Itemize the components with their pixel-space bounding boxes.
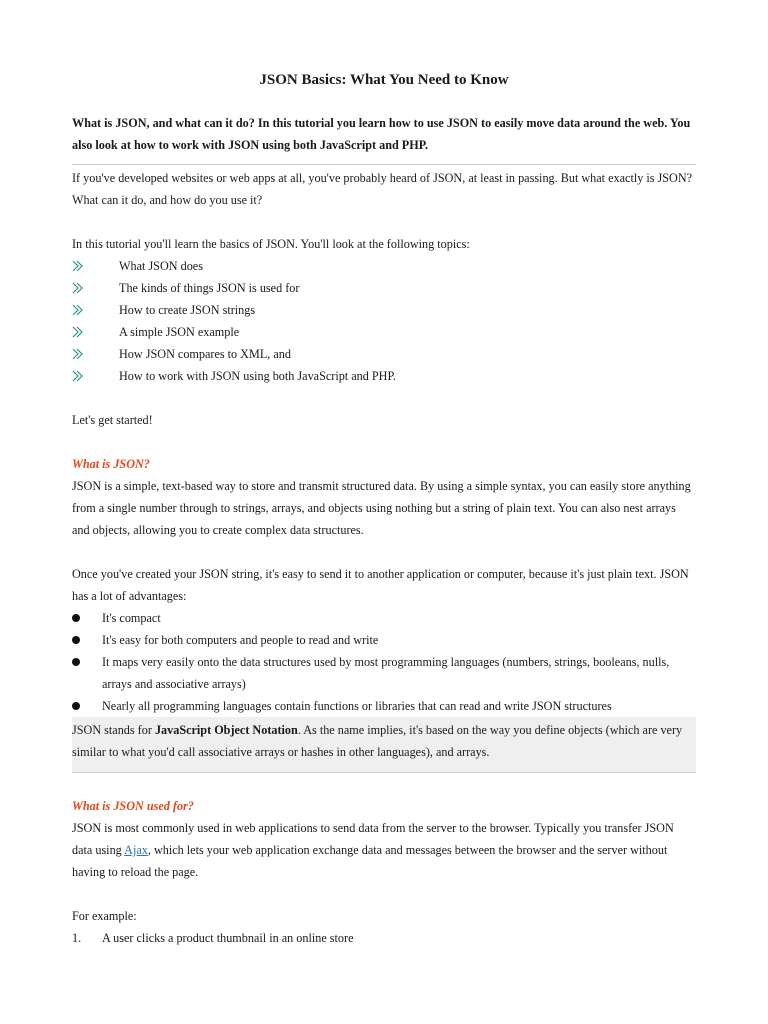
document-title: JSON Basics: What You Need to Know [259, 72, 509, 88]
list-item [72, 343, 696, 365]
list-item-text: A simple JSON example [119, 325, 240, 339]
intro-paragraph: What is JSON, and what can it do? In this tutorial you learn how to use JSON to easily move data around the web. You also look at how to work with JSON using both JavaScript and PHP. [72, 112, 696, 165]
list-item [72, 321, 696, 343]
list-item [72, 629, 696, 651]
double-chevron-right-icon [72, 259, 86, 273]
note-prefix: JSON stands for [72, 723, 155, 737]
list-item-text: What JSON does [119, 259, 203, 273]
double-chevron-right-icon [72, 369, 86, 383]
section-heading-json-used-for: What is JSON used for? [72, 799, 194, 813]
list-item [72, 255, 696, 277]
list-item [72, 607, 696, 629]
spacer [72, 883, 696, 905]
step-number: 1. [72, 931, 82, 945]
paragraph-1: If you've developed websites or web apps at all, you've probably heard of JSON, at least in passing. But what exactly is JSON? What can it do, and how do you use it? [72, 171, 693, 207]
list-item [72, 927, 696, 949]
spacer [72, 431, 696, 453]
list-item-text: It's compact [102, 611, 161, 625]
list-item [72, 365, 696, 387]
spacer [72, 773, 696, 795]
bullet-dot-icon [72, 702, 80, 710]
list-item [72, 277, 696, 299]
section1-paragraph-2: Once you've created your JSON string, it's easy to send it to another application or computer, because it's just plain text. JSON has a lot of advantages: [72, 567, 689, 603]
bullet-dot-icon [72, 636, 80, 644]
ajax-link[interactable]: Ajax [124, 843, 148, 857]
double-chevron-right-icon [72, 325, 86, 339]
example-steps-list [72, 927, 696, 949]
list-item [72, 299, 696, 321]
spacer [72, 541, 696, 563]
paragraph-text: , which lets your web application exchange data and messages between the browser and the server without having to reload the page. [72, 843, 668, 879]
paragraph-3: Let's get started! [72, 413, 153, 427]
spacer [72, 387, 696, 409]
spacer [72, 211, 696, 233]
json-definition-note [72, 717, 696, 773]
double-chevron-right-icon [72, 303, 86, 317]
list-item [72, 695, 696, 717]
advantages-list [72, 607, 696, 717]
list-item-text: It's easy for both computers and people to read and write [102, 633, 379, 647]
list-item-text: How to create JSON strings [119, 303, 256, 317]
topics-list [72, 255, 696, 387]
section2-paragraph-2: For example: [72, 909, 137, 923]
section2-paragraph-1 [72, 817, 696, 883]
double-chevron-right-icon [72, 347, 86, 361]
list-item-text: How to work with JSON using both JavaScript and PHP. [119, 369, 396, 383]
bullet-dot-icon [72, 614, 80, 622]
bullet-dot-icon [72, 658, 80, 666]
list-item [72, 651, 696, 695]
note-bold-term: JavaScript Object Notation [154, 723, 298, 737]
paragraph-2: In this tutorial you'll learn the basics of JSON. You'll look at the following topics: [72, 237, 470, 251]
list-item-text: A user clicks a product thumbnail in an online store [102, 931, 354, 945]
list-item-text: How JSON compares to XML, and [119, 347, 291, 361]
list-item-text: It maps very easily onto the data structures used by most programming languages (numbers, strings, booleans, nulls, arrays and associative arrays) [102, 655, 670, 691]
list-item-text: Nearly all programming languages contain functions or libraries that can read and write JSON structures [102, 699, 612, 713]
section-heading-what-is-json: What is JSON? [72, 457, 150, 471]
note-suffix: . As the name implies, it's based on the way you define objects (which are very similar to what you'd call associative arrays or hashes in other languages), and arrays. [72, 723, 683, 759]
double-chevron-right-icon [72, 281, 86, 295]
section1-paragraph-1: JSON is a simple, text-based way to store and transmit structured data. By using a simple syntax, you can easily store anything from a single number through to strings, arrays, and objects using nothing but a string of plain text. You can also nest arrays and objects, allowing you to create complex data structures. [72, 479, 691, 537]
paragraph-text: JSON is most commonly used in web applications to send data from the server to the browser. Typically you transfer JSON data using [72, 821, 674, 857]
list-item-text: The kinds of things JSON is used for [119, 281, 300, 295]
